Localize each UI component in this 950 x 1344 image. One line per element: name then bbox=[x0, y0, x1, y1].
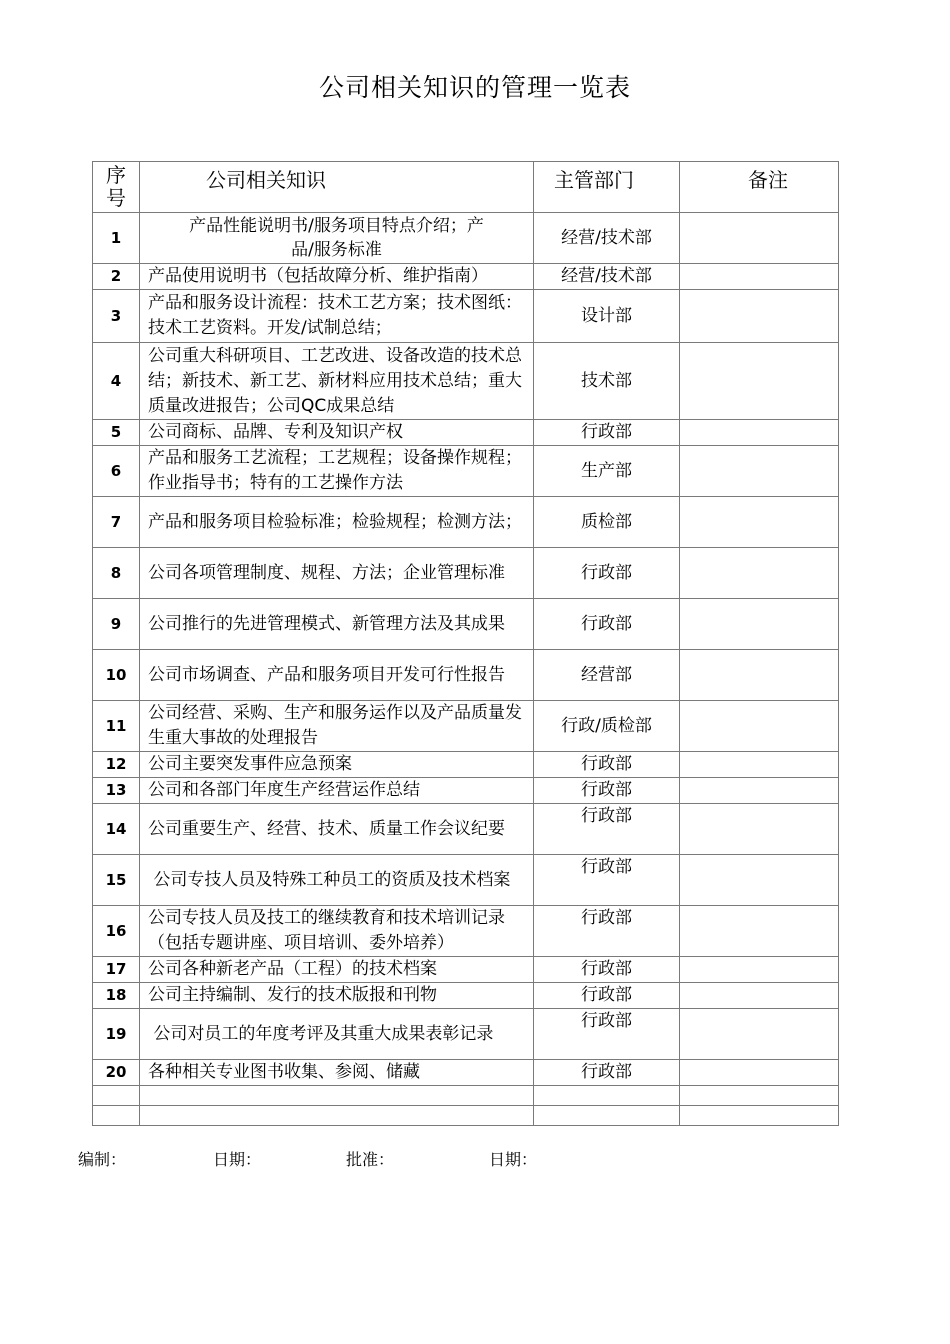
row-item: 公司和各部门年度生产经营运作总结 bbox=[140, 778, 534, 804]
row-note bbox=[680, 1060, 839, 1086]
row-note bbox=[680, 701, 839, 752]
row-dept: 行政部 bbox=[534, 1060, 680, 1086]
table-row bbox=[93, 957, 839, 983]
row-no: 18 bbox=[93, 983, 140, 1009]
row-no: 12 bbox=[93, 752, 140, 778]
table-row bbox=[93, 497, 839, 548]
header-item: 公司相关知识 bbox=[140, 162, 534, 213]
row-note bbox=[680, 420, 839, 446]
header-note: 备注 bbox=[680, 162, 839, 213]
empty-cell bbox=[93, 1086, 140, 1106]
row-no: 20 bbox=[93, 1060, 140, 1086]
empty-cell bbox=[140, 1106, 534, 1126]
row-no: 7 bbox=[93, 497, 140, 548]
row-note bbox=[680, 906, 839, 957]
row-no: 13 bbox=[93, 778, 140, 804]
table-row bbox=[93, 446, 839, 497]
empty-cell bbox=[93, 1106, 140, 1126]
row-note bbox=[680, 957, 839, 983]
approved-label: 批准： bbox=[346, 1150, 395, 1169]
row-item: 产品和服务设计流程：技术工艺方案；技术图纸：技术工艺资料。开发/试制总结； bbox=[140, 290, 534, 343]
empty-cell bbox=[140, 1086, 534, 1106]
header-no bbox=[93, 162, 140, 213]
table-row bbox=[93, 752, 839, 778]
row-dept: 行政部 bbox=[534, 420, 680, 446]
knowledge-table bbox=[92, 161, 839, 1126]
table-row bbox=[93, 778, 839, 804]
row-no: 1 bbox=[93, 213, 140, 264]
row-item: 产品和服务工艺流程；工艺规程；设备操作规程；作业指导书；特有的工艺操作方法 bbox=[140, 446, 534, 497]
row-dept: 行政部 bbox=[534, 855, 680, 906]
row-no: 15 bbox=[93, 855, 140, 906]
row-note bbox=[680, 778, 839, 804]
table-row bbox=[93, 650, 839, 701]
row-note bbox=[680, 752, 839, 778]
row-note bbox=[680, 343, 839, 420]
row-note bbox=[680, 804, 839, 855]
row-note bbox=[680, 497, 839, 548]
row-note bbox=[680, 264, 839, 290]
row-item: 公司重要生产、经营、技术、质量工作会议纪要 bbox=[140, 804, 534, 855]
row-no: 10 bbox=[93, 650, 140, 701]
row-dept: 行政部 bbox=[534, 548, 680, 599]
row-no: 3 bbox=[93, 290, 140, 343]
row-no: 16 bbox=[93, 906, 140, 957]
table-row bbox=[93, 213, 839, 264]
row-no: 8 bbox=[93, 548, 140, 599]
empty-cell bbox=[680, 1086, 839, 1106]
page-title: 公司相关知识的管理一览表 bbox=[318, 73, 631, 102]
table-row bbox=[93, 701, 839, 752]
empty-cell bbox=[534, 1086, 680, 1106]
row-item: 公司市场调查、产品和服务项目开发可行性报告 bbox=[140, 650, 534, 701]
date-label-1: 日期： bbox=[213, 1150, 262, 1169]
header-no-label: 序号 bbox=[106, 163, 126, 210]
table-row bbox=[93, 855, 839, 906]
row-dept: 行政部 bbox=[534, 983, 680, 1009]
row-item: 公司专技人员及技工的继续教育和技术培训记录（包括专题讲座、项目培训、委外培养） bbox=[140, 906, 534, 957]
row-no: 2 bbox=[93, 264, 140, 290]
row-note bbox=[680, 855, 839, 906]
row-item: 公司重大科研项目、工艺改进、设备改造的技术总结；新技术、新工艺、新材料应用技术总结；重大质量改进报告；公司QC成果总结 bbox=[140, 343, 534, 420]
table-header-row bbox=[93, 162, 839, 213]
compiled-label: 编制： bbox=[78, 1150, 127, 1169]
row-dept: 行政部 bbox=[534, 752, 680, 778]
row-item: 公司对员工的年度考评及其重大成果表彰记录 bbox=[140, 1009, 534, 1060]
row-dept: 行政部 bbox=[534, 957, 680, 983]
row-item: 公司推行的先进管理模式、新管理方法及其成果 bbox=[140, 599, 534, 650]
row-dept: 生产部 bbox=[534, 446, 680, 497]
row-dept: 行政部 bbox=[534, 804, 680, 855]
table-row bbox=[93, 599, 839, 650]
row-dept: 设计部 bbox=[534, 290, 680, 343]
table-row bbox=[93, 343, 839, 420]
table-row bbox=[93, 420, 839, 446]
row-no: 19 bbox=[93, 1009, 140, 1060]
row-note bbox=[680, 446, 839, 497]
table-row bbox=[93, 264, 839, 290]
empty-cell bbox=[680, 1106, 839, 1126]
row-item: 公司商标、品牌、专利及知识产权 bbox=[140, 420, 534, 446]
row-dept: 行政/质检部 bbox=[534, 701, 680, 752]
row-item: 各种相关专业图书收集、参阅、储藏 bbox=[140, 1060, 534, 1086]
row-item: 产品使用说明书（包括故障分析、维护指南） bbox=[140, 264, 534, 290]
row-note bbox=[680, 983, 839, 1009]
row-item: 公司经营、采购、生产和服务运作以及产品质量发生重大事故的处理报告 bbox=[140, 701, 534, 752]
row-item: 公司各项管理制度、规程、方法；企业管理标准 bbox=[140, 548, 534, 599]
row-item: 公司各种新老产品（工程）的技术档案 bbox=[140, 957, 534, 983]
row-note bbox=[680, 548, 839, 599]
row-no: 5 bbox=[93, 420, 140, 446]
row-no: 9 bbox=[93, 599, 140, 650]
row-item: 公司主要突发事件应急预案 bbox=[140, 752, 534, 778]
row-item: 产品性能说明书/服务项目特点介绍；产品/服务标准 bbox=[140, 213, 534, 264]
row-item: 公司专技人员及特殊工种员工的资质及技术档案 bbox=[140, 855, 534, 906]
row-no: 11 bbox=[93, 701, 140, 752]
row-dept: 行政部 bbox=[534, 1009, 680, 1060]
table-row bbox=[93, 1060, 839, 1086]
table-row bbox=[93, 983, 839, 1009]
row-dept: 经营部 bbox=[534, 650, 680, 701]
row-note bbox=[680, 213, 839, 264]
row-note bbox=[680, 650, 839, 701]
header-dept: 主管部门 bbox=[534, 162, 680, 213]
row-item: 产品和服务项目检验标准；检验规程；检测方法； bbox=[140, 497, 534, 548]
row-dept: 经营/技术部 bbox=[534, 264, 680, 290]
empty-cell bbox=[534, 1106, 680, 1126]
table-row-empty bbox=[93, 1086, 839, 1106]
table-row bbox=[93, 1009, 839, 1060]
row-dept: 技术部 bbox=[534, 343, 680, 420]
row-no: 6 bbox=[93, 446, 140, 497]
table-row bbox=[93, 804, 839, 855]
table-row bbox=[93, 290, 839, 343]
table-row-empty bbox=[93, 1106, 839, 1126]
row-item: 公司主持编制、发行的技术版报和刊物 bbox=[140, 983, 534, 1009]
row-dept: 经营/技术部 bbox=[534, 213, 680, 264]
date-label-2: 日期： bbox=[489, 1150, 538, 1169]
table-row bbox=[93, 906, 839, 957]
table-row bbox=[93, 548, 839, 599]
row-dept: 行政部 bbox=[534, 778, 680, 804]
row-note bbox=[680, 599, 839, 650]
row-no: 4 bbox=[93, 343, 140, 420]
row-no: 17 bbox=[93, 957, 140, 983]
row-note bbox=[680, 290, 839, 343]
row-note bbox=[680, 1009, 839, 1060]
row-dept: 行政部 bbox=[534, 906, 680, 957]
row-no: 14 bbox=[93, 804, 140, 855]
row-dept: 行政部 bbox=[534, 599, 680, 650]
row-dept: 质检部 bbox=[534, 497, 680, 548]
